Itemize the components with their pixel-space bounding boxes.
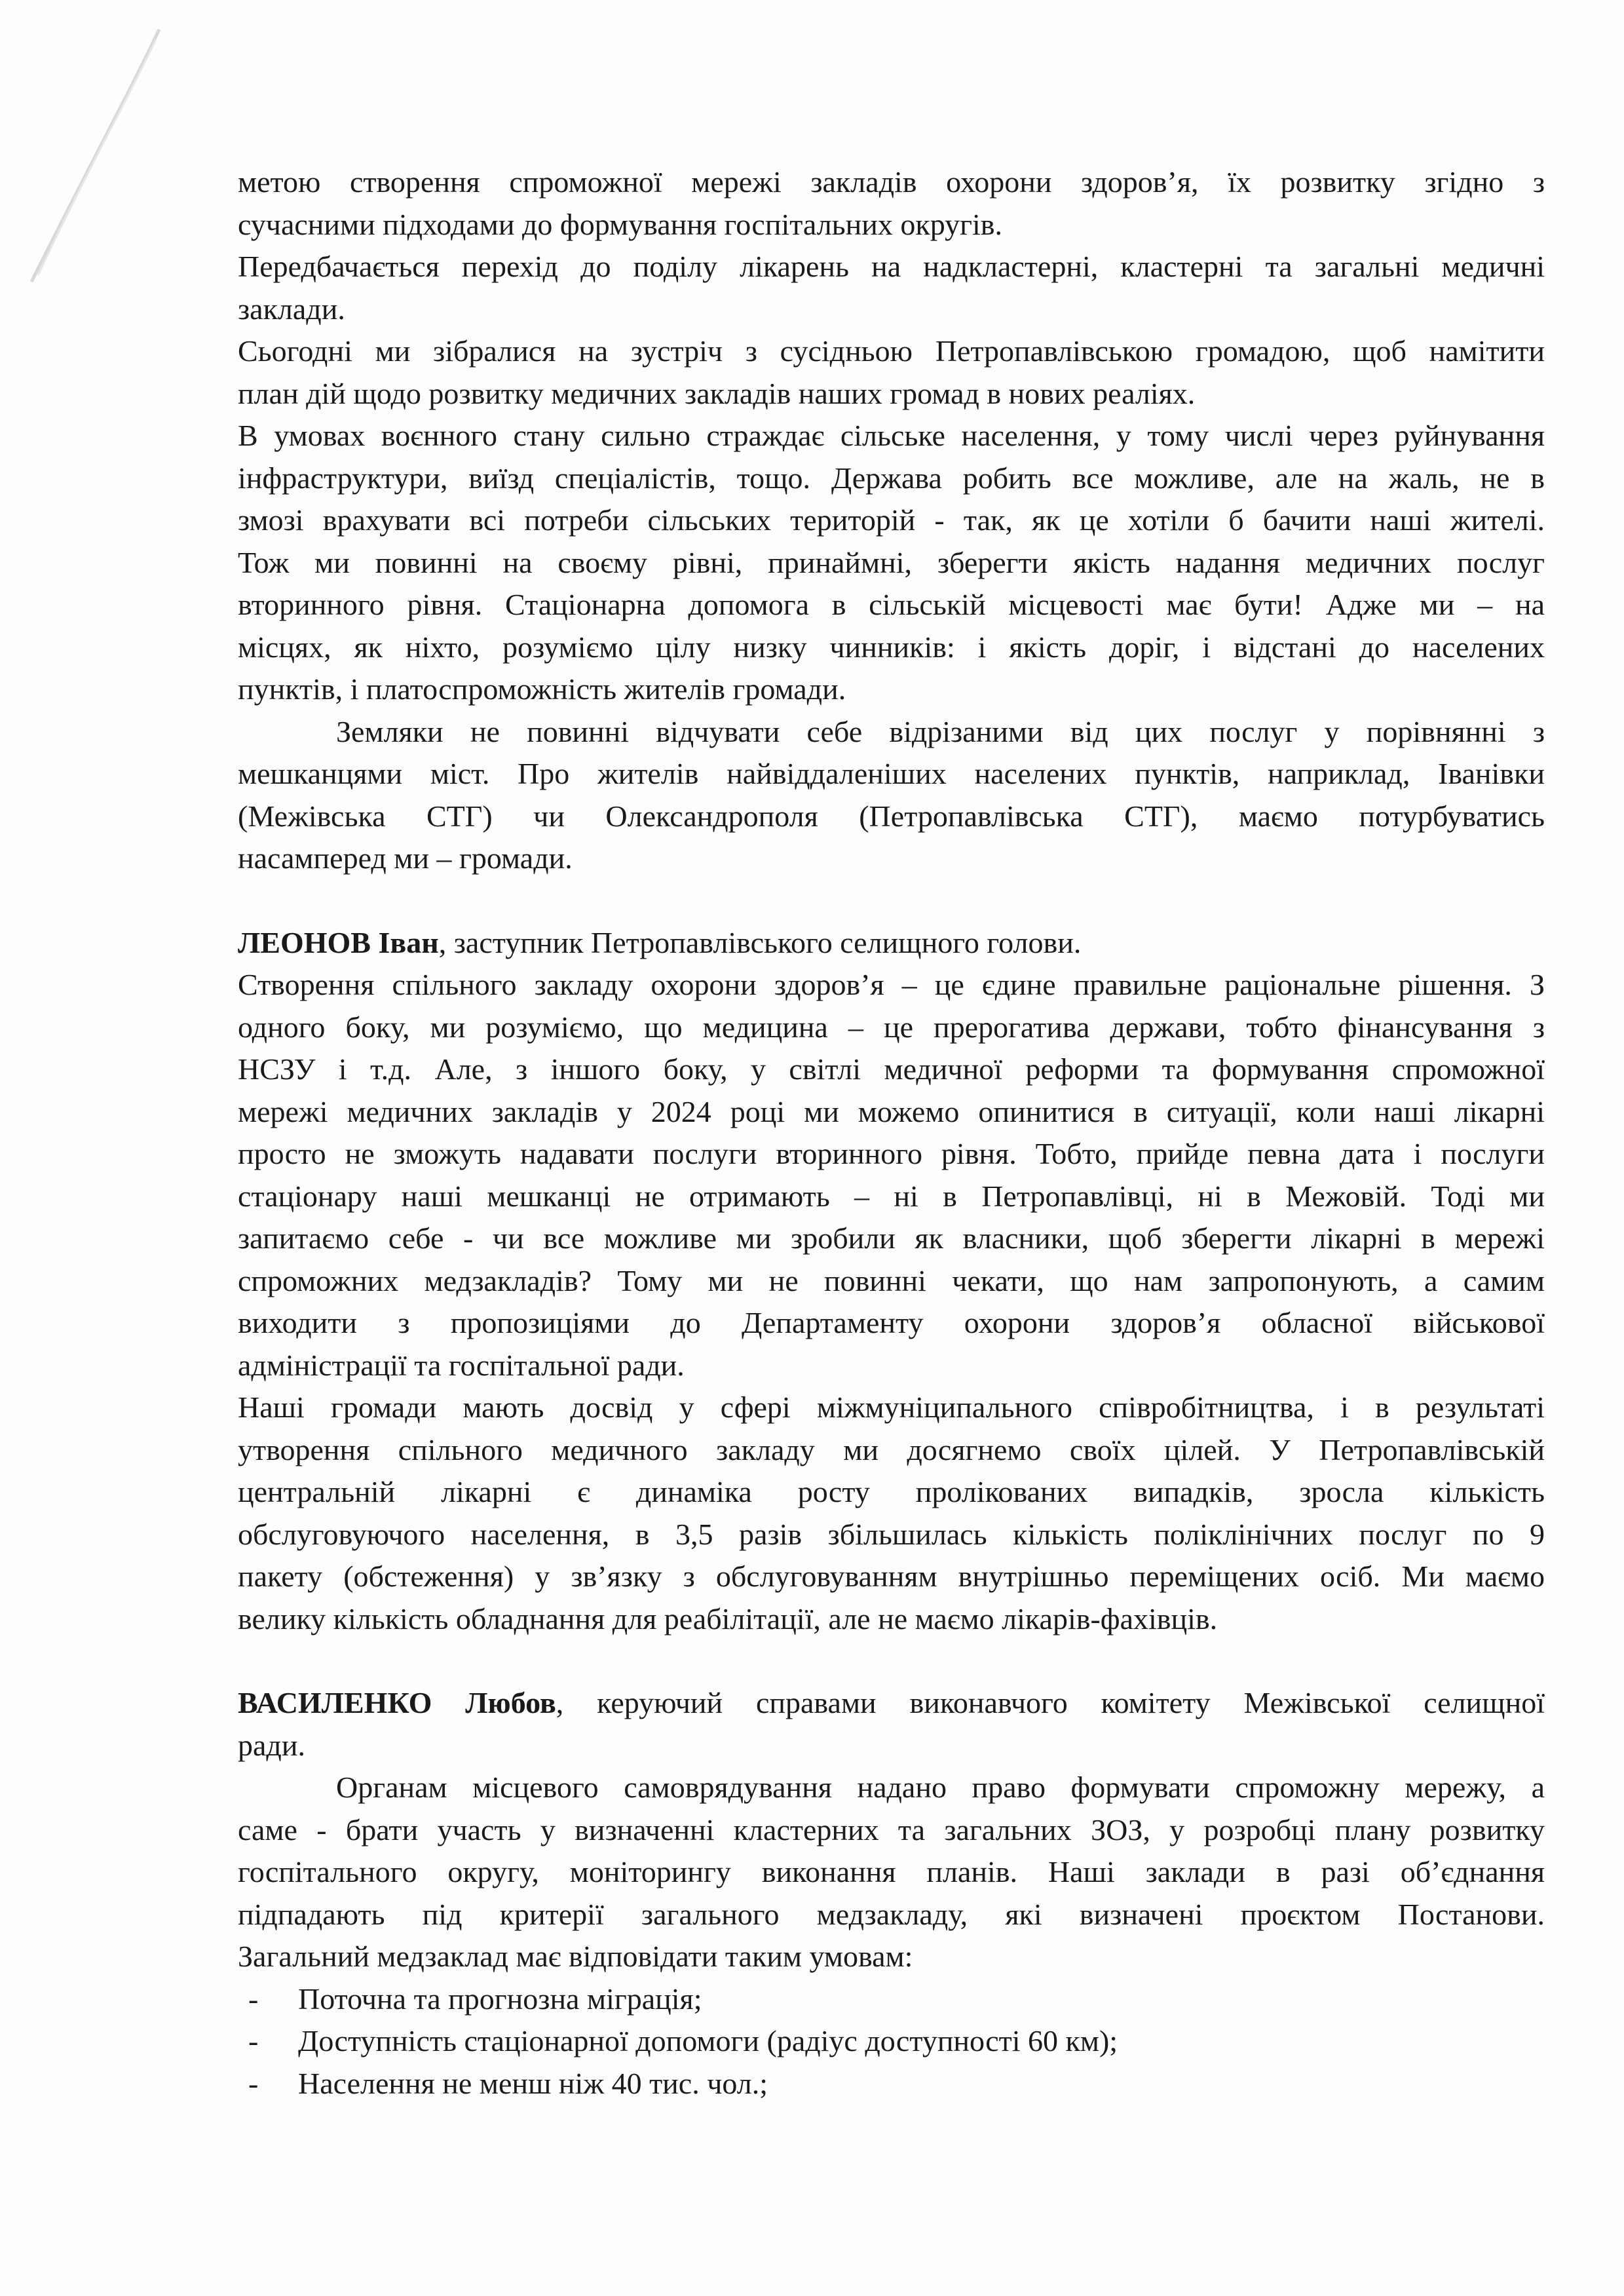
speaker-role: , заступник Петропавлівського селищного голови.	[438, 925, 1082, 959]
text-line: насамперед ми – громади.	[238, 841, 573, 875]
text-line: метою створення спроможної мережі закладів охорони здоров’я, їх розвитку згідно з	[238, 165, 1545, 199]
text-line: просто не зможуть надавати послуги вторинного рівня. Тобто, прийде певна дата і послуги	[238, 1137, 1545, 1170]
text-line: місцях, як ніхто, розуміємо цілу низку чинників: і якість доріг, і відстані до населених	[238, 630, 1545, 664]
text-line: план дій щодо розвитку медичних закладів наших громад в нових реаліях.	[238, 376, 1196, 410]
text-line: Земляки не повинні відчувати себе відрізаними від цих послуг у порівнянні з	[336, 714, 1545, 748]
text-line: Наші громади мають досвід у сфері міжмуніципального співробітництва, і в результаті	[238, 1390, 1545, 1424]
speaker-heading-vasylenko	[238, 1682, 1545, 1725]
speaker-heading-leonov	[238, 922, 1545, 965]
list-marker: -	[248, 2024, 259, 2057]
scan-edge-mark	[12, 13, 169, 288]
text-line: Тож ми повинні на своєму рівні, принаймні, зберегти якість надання медичних послуг	[238, 545, 1545, 579]
text-line: велику кількість обладнання для реабілітації, але не маємо лікарів-фахівців.	[238, 1601, 1218, 1636]
text-line: змозі врахувати всі потреби сільських територій - так, як це хотіли б бачити наші жителі.	[238, 503, 1545, 537]
text-line: Загальний медзаклад має відповідати таким умовам:	[238, 1940, 913, 1973]
text-line: Передбачається перехід до поділу лікарень на надкластерні, кластерні та загальні медичні	[238, 250, 1545, 283]
speech-vasylenko	[238, 1767, 1545, 1978]
intro-section	[238, 161, 1545, 880]
text-line: саме - брати участь у визначенні кластерних та загальних ЗОЗ, у розробці плану розвитку	[238, 1812, 1545, 1846]
text-line: госпітального округу, моніторингу виконання планів. Наші заклади в разі об’єднання	[238, 1855, 1545, 1888]
section-gap	[238, 1640, 1545, 1682]
section-gap	[238, 880, 1545, 922]
text-line: центральній лікарні є динаміка росту пролікованих випадків, зросла кількість	[238, 1475, 1545, 1508]
text-line: Створення спільного закладу охорони здоров’я – це єдине правильне раціональне рішення. З	[238, 968, 1545, 1001]
text-line: мешканцями міст. Про жителів найвіддаленіших населених пунктів, наприклад, Іванівки	[238, 757, 1545, 790]
text-line: В умовах воєнного стану сильно страждає сільське населення, у тому числі через руйнування	[238, 419, 1545, 452]
text-line: підпадають під критерії загального медзакладу, які визначені проєктом Постанови.	[238, 1897, 1545, 1931]
text-line: виходити з пропозиціями до Департаменту охорони здоров’я обласної військової	[238, 1306, 1545, 1339]
text-line: Сьогодні ми зібралися на зустріч з сусідньою Петропавлівською громадою, щоб намітити	[238, 334, 1545, 368]
text-line: вторинного рівня. Стаціонарна допомога в сільській місцевості має бути! Адже ми – на	[238, 588, 1545, 621]
text-line: стаціонару наші мешканці не отримають – ні в Петропавлівці, ні в Межовій. Тоді ми	[238, 1179, 1545, 1213]
text-line: спроможних медзакладів? Тому ми не повинні чекати, що нам запропонують, а самим	[238, 1263, 1545, 1297]
text-line: пунктів, і платоспроможність жителів громади.	[238, 672, 846, 706]
list-item-text: Населення не менш ніж 40 тис. чол.;	[298, 2066, 768, 2100]
text-line: пакету (обстеження) у зв’язку з обслуговуванням внутрішньо переміщених осіб. Ми маємо	[238, 1559, 1545, 1593]
text-line: (Межівська СТГ) чи Олександрополя (Петропавлівська СТГ), маємо потурбуватись	[238, 799, 1545, 833]
speaker-name: ВАСИЛЕНКО Любов	[238, 1686, 556, 1719]
text-line: одного боку, ми розуміємо, що медицина – це прерогатива держави, тобто фінансування з	[238, 1010, 1545, 1044]
text-line: адміністрації та госпітальної ради.	[238, 1348, 685, 1382]
speaker-role-continued: ради.	[238, 1728, 305, 1762]
list-item	[238, 1978, 1545, 2021]
list-item-text: Поточна та прогнозна міграція;	[298, 1981, 702, 2016]
document-body	[238, 161, 1545, 2105]
text-line: утворення спільного медичного закладу ми досягнемо своїх цілей. У Петропавлівській	[238, 1432, 1545, 1466]
list-marker: -	[248, 1981, 259, 2016]
text-line: інфраструктури, виїзд спеціалістів, тощо. Держава робить все можливе, але на жаль, не в	[238, 461, 1545, 495]
list-item	[238, 2063, 1545, 2105]
text-line: Органам місцевого самоврядування надано право формувати спроможну мережу, а	[336, 1770, 1545, 1804]
text-line: запитаємо себе - чи все можливе ми зробили як власники, щоб зберегти лікарні в мережі	[238, 1221, 1545, 1255]
speech-leonov	[238, 964, 1545, 1640]
list-marker: -	[248, 2066, 259, 2100]
text-line: НСЗУ і т.д. Але, з іншого боку, у світлі медичної реформи та формування спроможної	[238, 1052, 1545, 1086]
speaker-name: ЛЕОНОВ Іван	[238, 925, 439, 959]
text-line: заклади.	[238, 292, 345, 326]
list-item-text: Доступність стаціонарної допомоги (радіус доступності 60 км);	[298, 2024, 1118, 2057]
speaker-role: , керуючий справами виконавчого комітету Межівської селищної	[556, 1686, 1545, 1719]
text-line: обслуговуючого населення, в 3,5 разів збільшилась кількість поліклінічних послуг по 9	[238, 1517, 1545, 1551]
list-item	[238, 2020, 1545, 2063]
conditions-list	[238, 1978, 1545, 2105]
text-line: сучасними підходами до формування госпітальних округів.	[238, 207, 1003, 241]
text-line: мережі медичних закладів у 2024 році ми можемо опинитися в ситуації, коли наші лікарні	[238, 1094, 1545, 1128]
